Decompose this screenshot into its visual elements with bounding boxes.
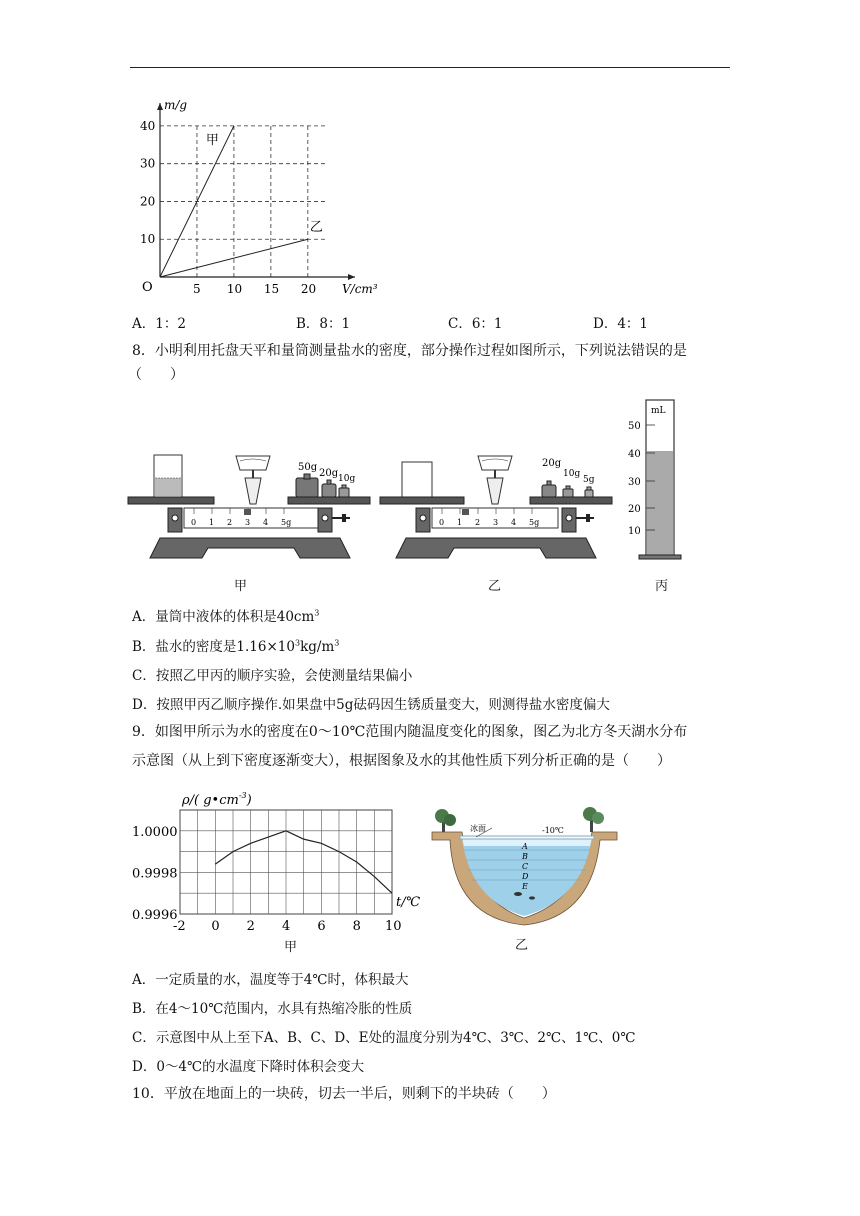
q8-caption-yi: 乙 [488,579,502,594]
q8-balance-yi [378,448,618,568]
cylinder-tick-10: 10 [628,526,641,537]
q8-yi-weight-5g: 5g [583,475,595,485]
cylinder-liquid [647,451,673,555]
q9-ylabel: ρ/( $g•cm^{-3}$) [182,791,252,808]
q7-origin-label: O [142,280,153,295]
q7-ytick-3: 40 [140,118,156,133]
q9-xlabel: t/℃ [396,895,421,910]
lake-layer-a: A [522,842,528,851]
q7-option-a[interactable]: A．1：2 [132,316,186,332]
q9-grid [180,810,392,914]
q8-yi-scale-4: 4 [511,518,517,527]
q7-ylabel: m/g [164,98,188,112]
q7-xlabel: V/cm³ [342,282,378,296]
q8-option-a[interactable]: A．量筒中液体的体积是$40cm^3$ [132,608,320,625]
q8-jia-scale-5g: 5g [281,518,292,527]
q7-y-arrow [157,103,163,110]
q7-axes [157,103,355,280]
q8-jia-weight-50g: 50g [298,462,318,473]
q8-yi-scale-1: 1 [457,518,463,527]
q9-xtick-3: 4 [282,919,291,934]
q8-cylinder-bing [625,398,695,563]
q8-jia-scale-1: 1 [209,518,215,527]
q8-option-c[interactable]: C．按照乙甲丙的顺序实验，会使测量结果偏小 [132,668,413,684]
cylinder-tick-20: 20 [628,504,641,515]
q8-yi-scale-5g: 5g [529,518,540,527]
q8-option-d[interactable]: D．按照甲丙乙顺序操作.如果盘中5g砝码因生锈质量变大，则测得盐水密度偏大 [132,697,610,713]
cylinder-unit: mL [651,406,666,416]
q7-grid [160,126,328,277]
q8-stem-line2: （ ） [128,367,184,383]
q8-jia-weight-20g: 20g [319,468,339,479]
q7-xtick-3: 20 [300,282,317,296]
q9-option-b[interactable]: B．在4～10℃范围内，水具有热缩冷胀的性质 [132,1001,413,1017]
q8-caption-jia: 甲 [234,579,248,594]
cylinder-tick-50: 50 [628,421,641,432]
q8-yi-weight-20g: 20g [542,458,562,469]
q7-xtick-0: 5 [192,282,201,296]
q8-jia-scale-2: 2 [227,518,233,527]
q8-yi-scale-2: 2 [475,518,481,527]
cylinder-tick-30: 30 [628,477,641,488]
q8-jia-weight-10g: 10g [338,474,356,484]
q9-xtick-6: 10 [385,919,402,934]
lake-layer-e: E [522,882,528,891]
q9-option-a[interactable]: A．一定质量的水，温度等于4℃时，体积最大 [132,972,409,988]
q9-density-chart [130,785,430,960]
lake-layer-d: D [522,872,529,881]
q7-option-d[interactable]: D．4：1 [593,316,649,332]
q9-option-c[interactable]: C．示意图中从上至下A、B、C、D、E处的温度分别为4℃、3℃、2℃、1℃、0℃ [132,1030,636,1046]
q8-caption-bing: 丙 [655,579,669,594]
q8-yi-scale-0: 0 [439,518,445,527]
q9-xtick-5: 8 [352,919,361,934]
q9-xtick-0: -2 [173,919,186,934]
q8-jia-scale-3: 3 [245,518,251,527]
q7-ytick-1: 20 [140,194,156,209]
q8-balance-jia [128,448,368,568]
q7-ytick-0: 10 [140,232,156,247]
q7-option-c[interactable]: C．6：1 [448,316,503,332]
q7-labels [140,98,378,296]
tree-icon-left [435,809,456,832]
q10-stem: 10．平放在地面上的一块砖，切去一半后，则剩下的半块砖（ ） [132,1086,556,1102]
q7-mass-volume-chart [130,95,378,305]
q7-ytick-2: 30 [140,156,156,171]
q9-option-d[interactable]: D．0～4℃的水温度下降时体积会变大 [132,1059,365,1075]
q9-lake-diagram [432,800,617,925]
cylinder-tick-40: 40 [628,449,641,460]
tree-icon-right [583,807,604,832]
q9-stem-line1: 9．如图甲所示为水的密度在0～10℃范围内随温度变化的图象，图乙为北方冬天湖水分布 [132,724,688,740]
q8-jia-scale-4: 4 [263,518,269,527]
q9-xtick-1: 0 [211,919,220,934]
q8-stem-line1: 8．小明利用托盘天平和量筒测量盐水的密度，部分操作过程如图所示，下列说法错误的是 [132,343,687,359]
q8-yi-weight-10g: 10g [563,469,581,479]
q9-xtick-2: 2 [246,919,255,934]
q9-ytick-1: 0.9998 [132,866,178,882]
lake-layer-c: C [522,862,529,871]
q7-x-arrow [348,274,355,280]
q7-xtick-1: 10 [226,282,243,296]
q9-caption-yi: 乙 [515,938,529,953]
q9-stem-line2: 示意图（从上到下密度逐渐变大），根据图象及水的其他性质下列分析正确的是（ ） [132,753,671,769]
q8-option-b[interactable]: B．盐水的密度是$1.16\times 10^3kg/m^3$ [132,638,340,655]
q9-caption-jia: 甲 [284,940,298,955]
q9-xtick-4: 6 [317,919,326,934]
lake-layer-b: B [522,852,528,861]
q8-yi-scale-3: 3 [493,518,499,527]
header-rule [130,67,730,68]
q9-ytick-0: 1.0000 [132,824,178,840]
q8-jia-scale-0: 0 [191,518,197,527]
lake-temp-label: -10℃ [542,826,564,835]
q7-xtick-2: 15 [263,282,280,296]
q7-series-label-1: 乙 [309,220,323,236]
q7-option-b[interactable]: B．8：1 [296,316,351,332]
q9-ytick-2: 0.9996 [132,908,178,923]
lake-ice-label: 冰面 [470,824,486,833]
q7-series-label-0: 甲 [205,132,219,148]
q7-series-line-1 [160,239,308,277]
